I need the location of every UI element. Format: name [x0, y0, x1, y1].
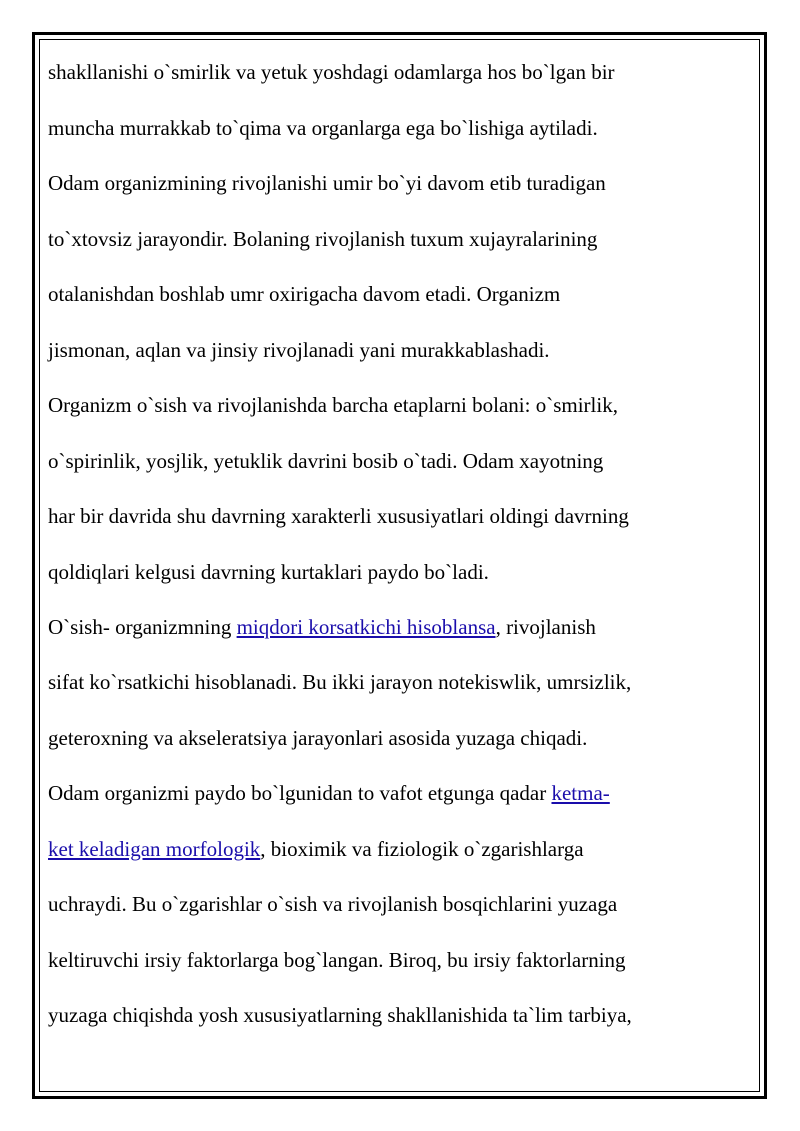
text-span: uchraydi. Bu o`zgarishlar o`sish va rivojlanish bosqichlarini yuzaga [48, 892, 618, 916]
hyperlink-ketma-ket[interactable]: ketma- [551, 781, 610, 805]
text-line-13 [48, 721, 748, 777]
text-span: qoldiqlari kelgusi davrning kurtaklari paydo bo`ladi. [48, 559, 489, 584]
text-line-12 [48, 665, 748, 721]
text-line-15 [48, 832, 748, 888]
text-line-11 [48, 610, 748, 666]
text-span: Odam organizmi paydo bo`lgunidan to vafot etgunga qadar [48, 781, 552, 805]
text-span: O`sish- organizmning [48, 614, 237, 639]
text-line-14 [48, 776, 748, 832]
text-span: keltiruvchi irsiy faktorlarga bog`langan. Biroq, bu irsiy faktorlarning [48, 947, 626, 972]
text-line-7 [48, 388, 748, 444]
text-line-16 [48, 887, 748, 943]
text-line-8 [48, 444, 748, 500]
text-line-5 [48, 277, 748, 333]
text-line-2 [48, 111, 748, 167]
text-line-9 [48, 499, 748, 555]
text-span: geteroxning va akseleratsiya jarayonlari asosida yuzaga chiqadi. [48, 725, 588, 750]
body-text [48, 55, 748, 1054]
text-span: Organizm o`sish va rivojlanishda barcha etaplarni bolani: o`smirlik, [48, 393, 618, 417]
text-line-4 [48, 222, 748, 278]
text-span: jismonan, aqlan va jinsiy rivojlanadi yani murakkablashadi. [48, 337, 550, 362]
text-span: to`xtovsiz jarayondir. Bolaning rivojlanish tuxum xujayralarining [48, 226, 598, 251]
text-span: otalanishdan boshlab umr oxirigacha davom etadi. Organizm [48, 282, 561, 306]
hyperlink-miqdori[interactable]: miqdori korsatkichi hisoblansa [236, 614, 496, 639]
text-line-17 [48, 943, 748, 999]
text-span: muncha murrakkab to`qima va organlarga ega bo`lishiga aytiladi. [48, 115, 598, 140]
text-span: shakllanishi o`smirlik va yetuk yoshdagi odamlarga hos bo`lgan bir [48, 60, 615, 84]
text-line-3 [48, 166, 748, 222]
text-line-10 [48, 555, 748, 610]
text-span: , rivojlanish [495, 614, 596, 639]
text-line-6 [48, 333, 748, 389]
text-span: sifat ko`rsatkichi hisoblanadi. Bu ikki jarayon notekiswlik, umrsizlik, [48, 670, 632, 694]
text-line-18 [48, 998, 748, 1054]
text-span: har bir davrida shu davrning xarakterli xususiyatlari oldingi davrning [48, 504, 629, 528]
text-line-1 [48, 55, 748, 111]
text-span: , bioximik va fiziologik o`zgarishlarga [260, 836, 584, 861]
hyperlink-ketma-ket-continued[interactable]: ket keladigan morfologik [48, 836, 261, 861]
text-span: Odam organizmining rivojlanishi umir bo`yi davom etib turadigan [48, 171, 606, 195]
text-span: yuzaga chiqishda yosh xususiyatlarning shakllanishida ta`lim tarbiya, [48, 1003, 632, 1027]
text-span: o`spirinlik, yosjlik, yetuklik davrini bosib o`tadi. Odam xayotning [48, 448, 604, 473]
